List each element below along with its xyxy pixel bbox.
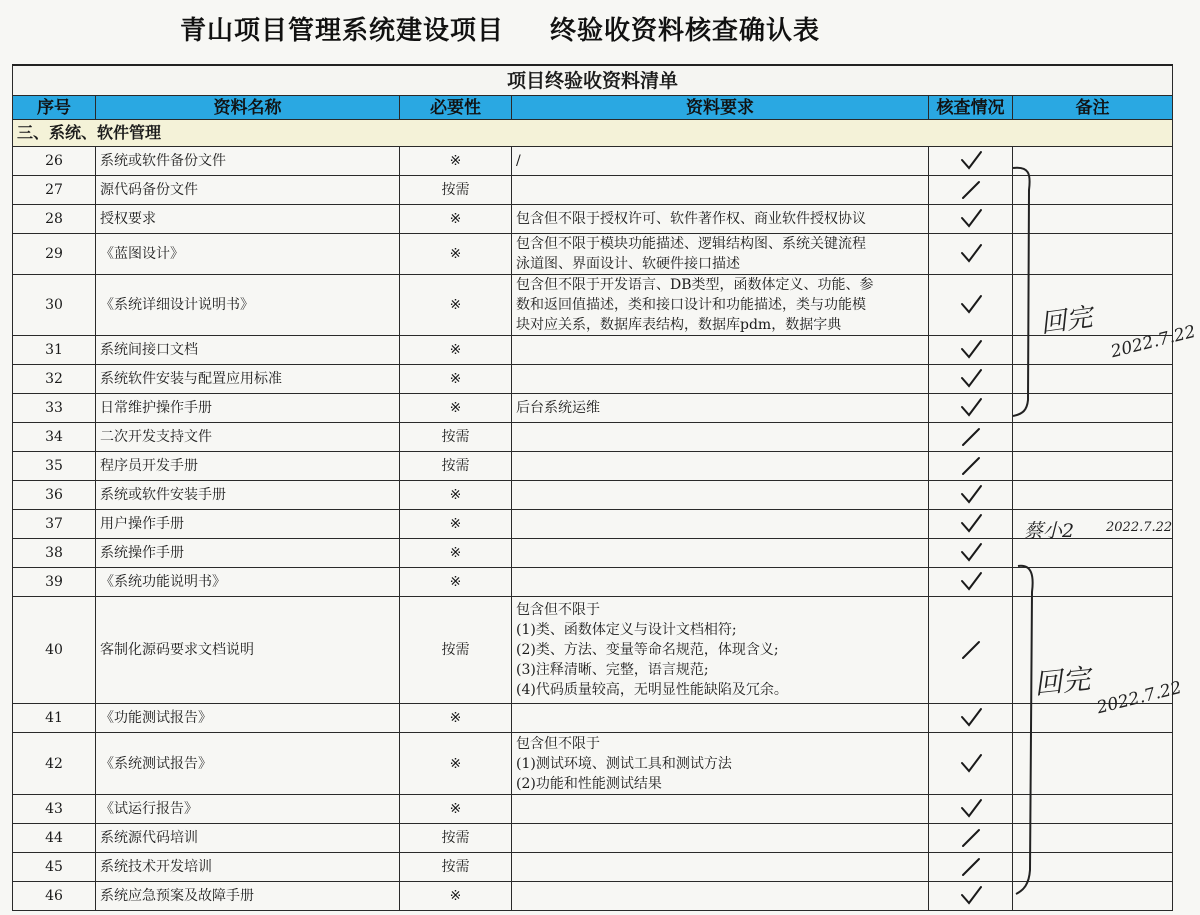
remark [1013, 795, 1173, 824]
table-row [13, 336, 1173, 365]
tick-icon [958, 207, 984, 231]
table-row [13, 824, 1173, 853]
slash-icon [958, 855, 984, 879]
tick-icon [958, 884, 984, 908]
requirement [512, 365, 929, 394]
table-row [13, 452, 1173, 481]
table-row [13, 147, 1173, 176]
row-number: 33 [13, 394, 96, 423]
row-number: 43 [13, 795, 96, 824]
remark [1013, 882, 1173, 911]
header-row [13, 96, 1173, 120]
section-row [13, 120, 1173, 147]
row-number: 37 [13, 510, 96, 539]
necessity: 按需 [400, 853, 512, 882]
tick-icon [958, 706, 984, 730]
necessity: ※ [400, 481, 512, 510]
row-number: 28 [13, 205, 96, 234]
check-mark [929, 365, 1013, 394]
check-mark [929, 234, 1013, 275]
remark [1013, 394, 1173, 423]
necessity: ※ [400, 234, 512, 275]
check-mark [929, 275, 1013, 336]
requirement [512, 394, 929, 423]
requirement-line: 块对应关系，数据库表结构，数据库pdm，数据字典 [516, 317, 842, 333]
table-row [13, 882, 1173, 911]
check-mark [929, 539, 1013, 568]
document-name: 系统应急预案及故障手册 [96, 882, 400, 911]
requirement [512, 704, 929, 733]
row-number: 45 [13, 853, 96, 882]
handwritten-date-c: 2022.7.22 [1094, 677, 1184, 719]
slash-icon [958, 454, 984, 478]
document-name: 用户操作手册 [96, 510, 400, 539]
row-number: 31 [13, 336, 96, 365]
section-title: 三、系统、软件管理 [13, 120, 1173, 147]
necessity: ※ [400, 336, 512, 365]
row-number: 34 [13, 423, 96, 452]
check-mark [929, 176, 1013, 205]
slash-icon [958, 425, 984, 449]
remark [1013, 452, 1173, 481]
col-header-requirement: 资料要求 [512, 96, 929, 120]
requirement [512, 147, 929, 176]
checklist-table [12, 64, 1173, 911]
slash-icon [958, 638, 984, 662]
document-name: 系统操作手册 [96, 539, 400, 568]
row-number: 36 [13, 481, 96, 510]
requirement-line: 数和返回值描述，类和接口设计和功能描述，类与功能模 [516, 297, 866, 313]
table-row [13, 481, 1173, 510]
requirement [512, 510, 929, 539]
document-name: 《系统测试报告》 [96, 733, 400, 795]
requirement [512, 205, 929, 234]
document-name: 系统软件安装与配置应用标准 [96, 365, 400, 394]
necessity: ※ [400, 795, 512, 824]
requirement [512, 176, 929, 205]
necessity: ※ [400, 539, 512, 568]
necessity: ※ [400, 205, 512, 234]
document-name: 《系统功能说明书》 [96, 568, 400, 597]
requirement [512, 539, 929, 568]
table-row [13, 510, 1173, 539]
necessity: ※ [400, 568, 512, 597]
check-mark [929, 597, 1013, 704]
row-number: 26 [13, 147, 96, 176]
col-header-necessity: 必要性 [400, 96, 512, 120]
document-name: 系统技术开发培训 [96, 853, 400, 882]
table-row [13, 733, 1173, 795]
title-left: 青山项目管理系统建设项目 [179, 16, 504, 46]
document-name: 系统或软件备份文件 [96, 147, 400, 176]
tick-icon [958, 293, 984, 317]
necessity: ※ [400, 704, 512, 733]
document-name: 日常维护操作手册 [96, 394, 400, 423]
document-name: 客制化源码要求文档说明 [96, 597, 400, 704]
check-mark [929, 882, 1013, 911]
necessity: 按需 [400, 423, 512, 452]
document-name: 程序员开发手册 [96, 452, 400, 481]
remark [1013, 704, 1173, 733]
document-name: 《试运行报告》 [96, 795, 400, 824]
remark [1013, 824, 1173, 853]
necessity: ※ [400, 275, 512, 336]
tick-icon [958, 367, 984, 391]
requirement-line: (2)功能和性能测试结果 [516, 775, 662, 792]
document-name: 《蓝图设计》 [96, 234, 400, 275]
document-name: 授权要求 [96, 205, 400, 234]
check-mark [929, 733, 1013, 795]
handwritten-note-a: 回完 [1038, 302, 1095, 340]
row-number: 29 [13, 234, 96, 275]
requirement [512, 568, 929, 597]
row-number: 30 [13, 275, 96, 336]
check-mark [929, 795, 1013, 824]
document-name: 《功能测试报告》 [96, 704, 400, 733]
table-row [13, 853, 1173, 882]
handwritten-date-b: 2022.7.22 [1106, 520, 1173, 535]
tick-icon [958, 752, 984, 776]
requirement-line: (4)代码质量较高，无明显性能缺陷及冗余。 [516, 682, 788, 698]
necessity: 按需 [400, 176, 512, 205]
necessity: ※ [400, 147, 512, 176]
row-number: 46 [13, 882, 96, 911]
table-row [13, 234, 1173, 275]
requirement-line: 后台系统运维 [516, 400, 600, 416]
row-number: 38 [13, 539, 96, 568]
requirement-line: / [516, 153, 521, 169]
remark [1013, 733, 1173, 795]
table-row [13, 795, 1173, 824]
table-row [13, 394, 1173, 423]
necessity: ※ [400, 510, 512, 539]
row-number: 39 [13, 568, 96, 597]
check-mark [929, 568, 1013, 597]
table-row [13, 539, 1173, 568]
check-mark [929, 147, 1013, 176]
row-number: 44 [13, 824, 96, 853]
requirement-line: 包含但不限于模块功能描述、逻辑结构图、系统关键流程 [516, 236, 866, 252]
requirement [512, 853, 929, 882]
col-header-name: 资料名称 [96, 96, 400, 120]
col-header-remark: 备注 [1013, 96, 1173, 120]
requirement [512, 733, 929, 795]
requirement [512, 795, 929, 824]
tick-icon [958, 396, 984, 420]
check-mark [929, 824, 1013, 853]
check-mark [929, 481, 1013, 510]
document-name: 系统或软件安装手册 [96, 481, 400, 510]
table-row [13, 365, 1173, 394]
col-header-check: 核查情况 [929, 96, 1013, 120]
requirement [512, 336, 929, 365]
remark [1013, 481, 1173, 510]
requirement-line: (3)注释清晰、完整，语言规范; [516, 662, 709, 678]
check-mark [929, 423, 1013, 452]
document-name: 系统间接口文档 [96, 336, 400, 365]
tick-icon [958, 512, 984, 536]
requirement [512, 481, 929, 510]
table-row [13, 176, 1173, 205]
document-title [0, 10, 1000, 47]
requirement-line: (1)类、函数体定义与设计文档相符; [516, 622, 737, 638]
remark [1013, 853, 1173, 882]
necessity: 按需 [400, 597, 512, 704]
requirement [512, 882, 929, 911]
remark [1013, 365, 1173, 394]
requirement-line: (1)测试环境、测试工具和测试方法 [516, 755, 732, 772]
document-name: 《系统详细设计说明书》 [96, 275, 400, 336]
check-mark [929, 394, 1013, 423]
col-header-no: 序号 [13, 96, 96, 120]
table-title: 项目终验收资料清单 [13, 65, 1173, 96]
check-mark [929, 205, 1013, 234]
row-number: 27 [13, 176, 96, 205]
table-row [13, 205, 1173, 234]
document-name: 源代码备份文件 [96, 176, 400, 205]
row-number: 41 [13, 704, 96, 733]
necessity: ※ [400, 882, 512, 911]
tick-icon [958, 541, 984, 565]
necessity: 按需 [400, 452, 512, 481]
requirement [512, 234, 929, 275]
necessity: 按需 [400, 824, 512, 853]
row-number: 42 [13, 733, 96, 795]
handwritten-note-b: 蔡小2 [1024, 520, 1075, 542]
requirement-line: 包含但不限于 [516, 602, 600, 618]
table-row [13, 597, 1173, 704]
document-name: 二次开发支持文件 [96, 423, 400, 452]
tick-icon [958, 797, 984, 821]
tick-icon [958, 242, 984, 266]
remark [1013, 423, 1173, 452]
requirement [512, 275, 929, 336]
row-number: 40 [13, 597, 96, 704]
slash-icon [958, 826, 984, 850]
table-row [13, 275, 1173, 336]
requirement-line: 包含但不限于开发语言、DB类型，函数体定义、功能、参 [516, 277, 874, 293]
tick-icon [958, 570, 984, 594]
tick-icon [958, 338, 984, 362]
tick-icon [958, 149, 984, 173]
check-mark [929, 704, 1013, 733]
table-row [13, 423, 1173, 452]
check-mark [929, 510, 1013, 539]
document-name: 系统源代码培训 [96, 824, 400, 853]
necessity: ※ [400, 394, 512, 423]
table-banner-row [13, 65, 1173, 96]
requirement [512, 452, 929, 481]
row-number: 32 [13, 365, 96, 394]
handwritten-note-c: 回完 [1032, 662, 1092, 701]
requirement-line: 泳道图、界面设计、软硬件接口描述 [516, 256, 740, 272]
requirement-line: (2)类、方法、变量等命名规范，体现含义; [516, 642, 779, 658]
remark [1013, 568, 1173, 597]
remark [1013, 147, 1173, 176]
check-mark [929, 853, 1013, 882]
remark [1013, 234, 1173, 275]
handwritten-date-a: 2022.7.22 [1108, 321, 1198, 363]
check-mark [929, 452, 1013, 481]
requirement-line: 包含但不限于授权许可、软件著作权、商业软件授权协议 [516, 211, 866, 227]
remark [1013, 176, 1173, 205]
requirement [512, 824, 929, 853]
row-number: 35 [13, 452, 96, 481]
requirement [512, 423, 929, 452]
necessity: ※ [400, 733, 512, 795]
table-row [13, 704, 1173, 733]
table-row [13, 568, 1173, 597]
slash-icon [958, 178, 984, 202]
requirement-line: 包含但不限于 [516, 735, 600, 752]
remark [1013, 205, 1173, 234]
title-right: 终验收资料核查确认表 [550, 16, 821, 46]
check-mark [929, 336, 1013, 365]
tick-icon [958, 483, 984, 507]
necessity: ※ [400, 365, 512, 394]
requirement [512, 597, 929, 704]
